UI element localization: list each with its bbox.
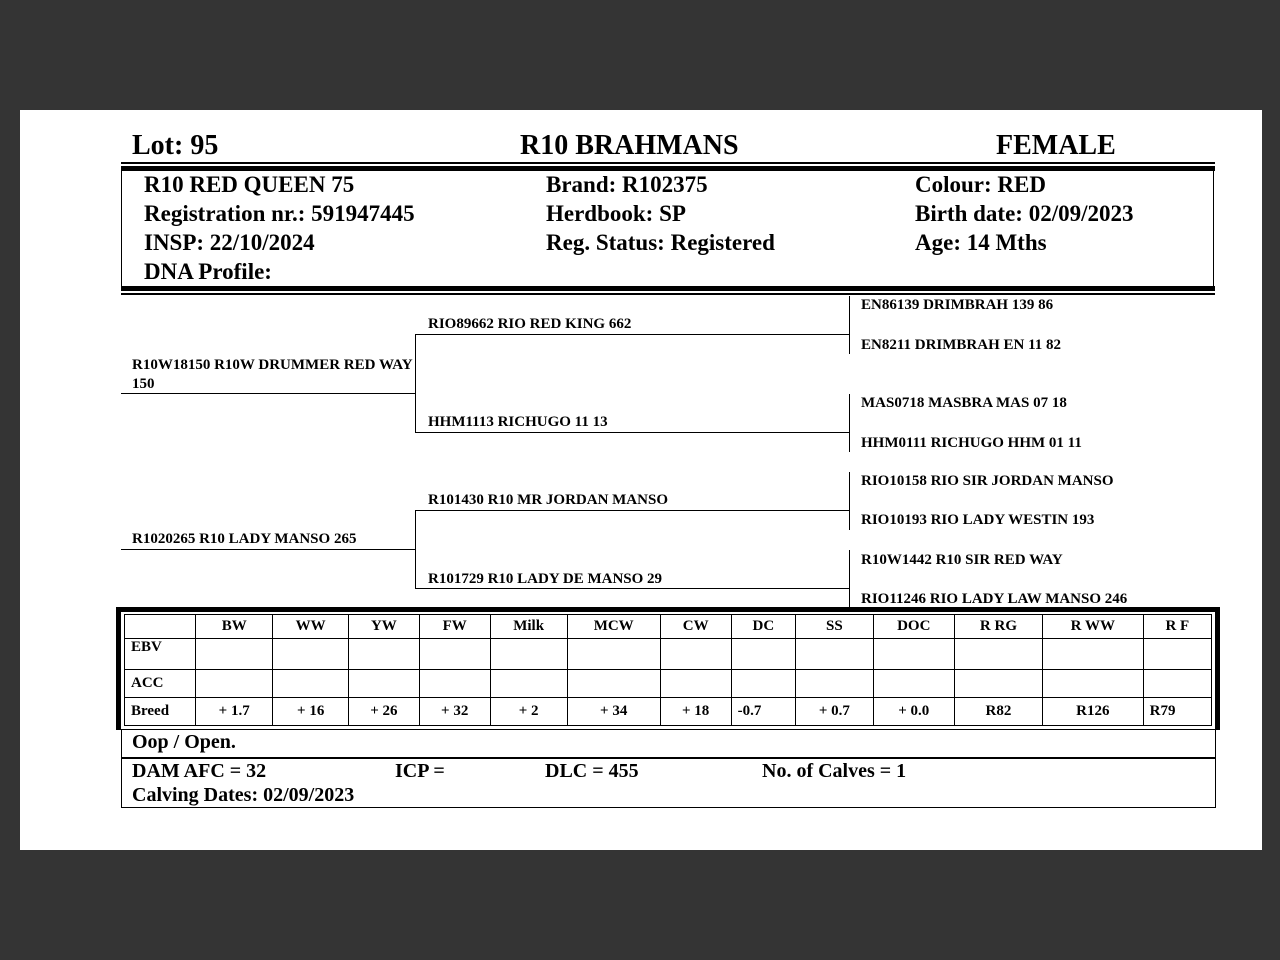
ebv-cell [1042, 670, 1143, 698]
ebv-cell: R79 [1143, 698, 1211, 726]
ebv-row-label: ACC [125, 670, 196, 698]
ebv-col-header: BW [196, 615, 273, 639]
ebv-row [125, 698, 1212, 726]
ebv-frame-left [116, 607, 121, 730]
ebv-cell [954, 670, 1042, 698]
pregnancy-status: Oop / Open. [132, 731, 236, 753]
ebv-col-header: DOC [873, 615, 954, 639]
ebv-cell [1143, 670, 1211, 698]
pedigree-g3-1: EN86139 DRIMBRAH 139 86 [861, 297, 1054, 313]
ebv-col-header: WW [273, 615, 349, 639]
info-rule-thick [121, 286, 1215, 291]
ebv-col-header: MCW [567, 615, 660, 639]
ebv-cell: + 34 [567, 698, 660, 726]
inspection-date: INSP: 22/10/2024 [144, 230, 315, 255]
ebv-cell: + 32 [419, 698, 490, 726]
animal-sex: FEMALE [996, 130, 1116, 161]
ebv-cell [567, 639, 660, 670]
dlc: DLC = 455 [545, 760, 639, 782]
ebv-cell [796, 639, 873, 670]
ebv-cell [660, 670, 731, 698]
registration-number: Registration nr.: 591947445 [144, 201, 415, 226]
ebv-cell: + 0.0 [873, 698, 954, 726]
animal-name: R10 RED QUEEN 75 [144, 172, 355, 197]
ebv-cell [419, 639, 490, 670]
pedigree-g3-6: RIO10193 RIO LADY WESTIN 193 [861, 512, 1095, 528]
sire-line [121, 393, 416, 394]
ebv-cell [873, 639, 954, 670]
ebv-corner-cell [125, 615, 196, 639]
ebv-cell: + 18 [660, 698, 731, 726]
dam-dam-line [415, 588, 849, 589]
dna-profile: DNA Profile: [144, 259, 272, 284]
ebv-cell [196, 670, 273, 698]
dam-sire-line [415, 510, 849, 511]
ebv-col-header: CW [660, 615, 731, 639]
ebv-col-header: R WW [1042, 615, 1143, 639]
g3-bracket-2 [849, 394, 850, 452]
dam-box [121, 757, 1216, 808]
sire-dam-line [415, 432, 849, 433]
pedigree-g3-2: EN8211 DRIMBRAH EN 11 82 [861, 337, 1062, 353]
ebv-cell [954, 639, 1042, 670]
ebv-col-header: R RG [954, 615, 1042, 639]
ebv-cell [419, 670, 490, 698]
ebv-row [125, 639, 1212, 670]
ebv-cell: + 16 [273, 698, 349, 726]
ebv-cell [567, 670, 660, 698]
ebv-row [125, 670, 1212, 698]
ebv-col-header: R F [1143, 615, 1211, 639]
ebv-cell [348, 670, 419, 698]
ebv-col-header: Milk [490, 615, 567, 639]
colour: Colour: RED [915, 172, 1046, 197]
info-right-border [1213, 171, 1214, 291]
dam-line [121, 549, 416, 550]
ebv-cell [1143, 639, 1211, 670]
ebv-cell: + 0.7 [796, 698, 873, 726]
sire-sire-line [415, 334, 849, 335]
pedigree-g3-4: HHM0111 RICHUGO HHM 01 11 [861, 435, 1082, 451]
dam-bracket [415, 510, 416, 589]
pedigree-dam-dam: R101729 R10 LADY DE MANSO 29 [428, 571, 663, 587]
dam-afc: DAM AFC = 32 [132, 760, 267, 782]
ebv-cell [796, 670, 873, 698]
number-of-calves: No. of Calves = 1 [762, 760, 907, 782]
pedigree-g3-3: MAS0718 MASBRA MAS 07 18 [861, 395, 1067, 411]
ebv-cell [490, 639, 567, 670]
g3-bracket-4 [849, 550, 850, 608]
pedigree-dam: R1020265 R10 LADY MANSO 265 [132, 531, 357, 547]
ebv-cell [273, 670, 349, 698]
ebv-cell: + 2 [490, 698, 567, 726]
ebv-col-header: YW [348, 615, 419, 639]
g3-bracket-3 [849, 472, 850, 530]
pedigree-dam-sire: R101430 R10 MR JORDAN MANSO [428, 492, 668, 508]
pedigree-g3-7: R10W1442 R10 SIR RED WAY [861, 552, 1063, 568]
ebv-frame-top [116, 607, 1220, 612]
ebv-cell [731, 639, 796, 670]
ebv-header-row [125, 615, 1212, 639]
sire-bracket [415, 334, 416, 433]
pedigree-sire-sire: RIO89662 RIO RED KING 662 [428, 316, 632, 332]
ebv-cell: + 26 [348, 698, 419, 726]
ebv-cell [731, 670, 796, 698]
info-rule-thin [121, 293, 1215, 295]
ebv-row-label: EBV [125, 639, 196, 670]
ebv-cell [196, 639, 273, 670]
ebv-cell [348, 639, 419, 670]
ebv-col-header: DC [731, 615, 796, 639]
header-rule-thin [121, 162, 1215, 164]
info-left-border [121, 171, 122, 291]
ebv-cell [273, 639, 349, 670]
ebv-frame-right [1215, 607, 1220, 730]
icp: ICP = [395, 760, 445, 782]
age: Age: 14 Mths [915, 230, 1047, 255]
ebv-col-header: SS [796, 615, 873, 639]
ebv-cell [873, 670, 954, 698]
pedigree-sire-dam: HHM1113 RICHUGO 11 13 [428, 414, 608, 430]
lot-number: Lot: 95 [132, 130, 219, 161]
herdbook: Herdbook: SP [546, 201, 686, 226]
ebv-cell: -0.7 [731, 698, 796, 726]
ebv-cell: R82 [954, 698, 1042, 726]
stud-name: R10 BRAHMANS [520, 130, 739, 161]
pedigree-g3-5: RIO10158 RIO SIR JORDAN MANSO [861, 473, 1114, 489]
header-rule-thick [121, 166, 1215, 171]
ebv-cell [490, 670, 567, 698]
ebv-cell [660, 639, 731, 670]
brand: Brand: R102375 [546, 172, 708, 197]
registration-status: Reg. Status: Registered [546, 230, 775, 255]
pedigree-g3-8: RIO11246 RIO LADY LAW MANSO 246 [861, 591, 1128, 607]
ebv-cell: R126 [1042, 698, 1143, 726]
ebv-table [124, 614, 1212, 726]
birth-date: Birth date: 02/09/2023 [915, 201, 1134, 226]
pedigree-sire: R10W18150 R10W DRUMMER RED WAY 150 [132, 357, 413, 392]
status-box [121, 729, 1216, 759]
ebv-row-label: Breed [125, 698, 196, 726]
ebv-col-header: FW [419, 615, 490, 639]
ebv-cell: + 1.7 [196, 698, 273, 726]
calving-dates: Calving Dates: 02/09/2023 [132, 784, 355, 806]
ebv-cell [1042, 639, 1143, 670]
g3-bracket-1 [849, 296, 850, 354]
